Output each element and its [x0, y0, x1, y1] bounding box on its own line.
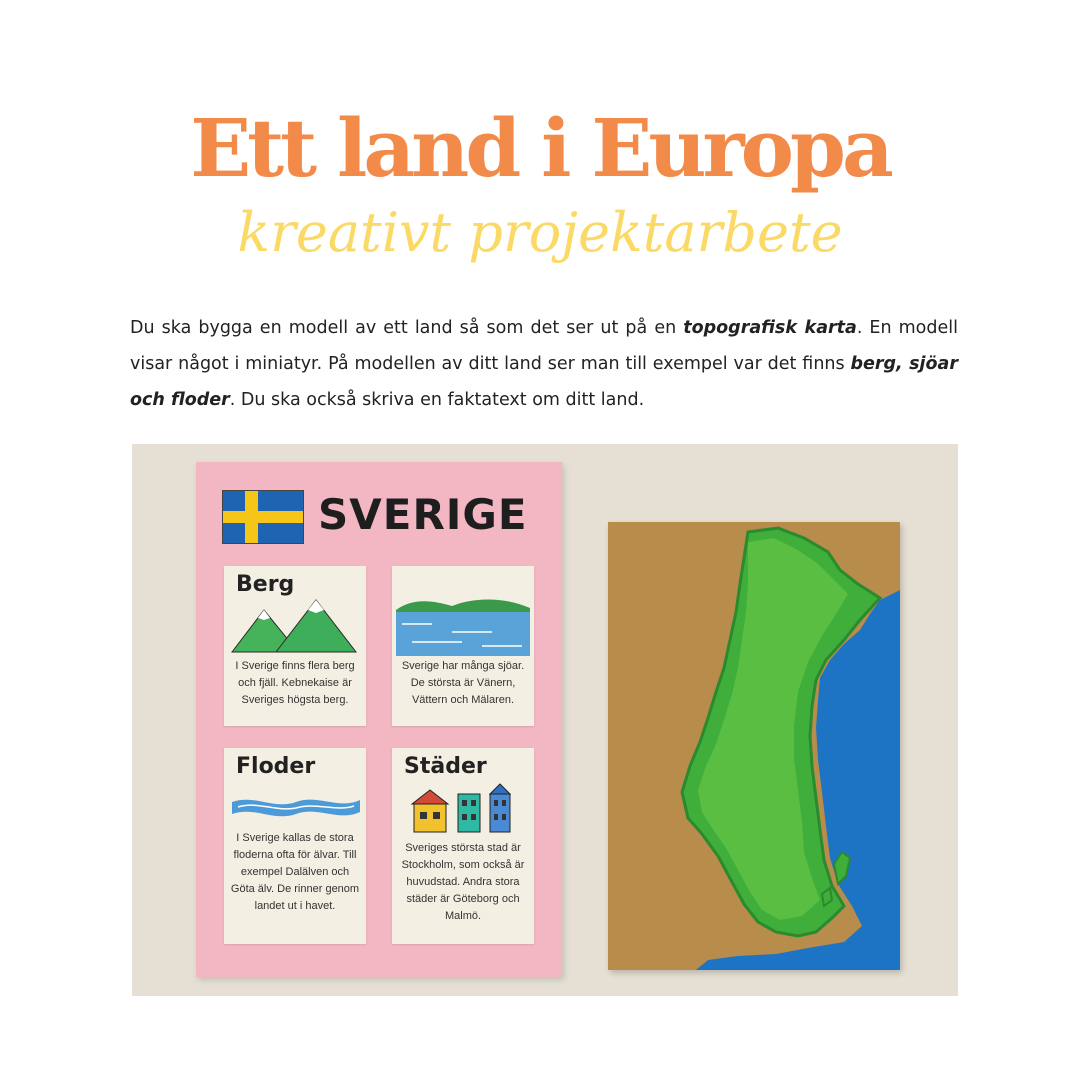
intro-bold-2: berg, sjöar och floder	[130, 354, 958, 410]
fact-poster	[196, 462, 562, 977]
houses-icon	[392, 782, 534, 836]
river-icon	[224, 792, 366, 822]
card-rivers-text: I Sverige kallas de stora floderna ofta för älvar. Till exempel Dalälven och Göta älv. De rinner genom landet ut i havet.	[230, 832, 360, 912]
lake-icon	[392, 588, 534, 658]
card-lakes	[392, 566, 534, 726]
page-title: Ett land i Europa	[190, 101, 890, 195]
swedish-flag-icon	[222, 490, 304, 544]
project-photo	[132, 444, 958, 996]
card-cities-heading: Städer	[404, 754, 487, 779]
card-mountains	[224, 566, 366, 726]
intro-paragraph	[130, 310, 958, 418]
page-subtitle: kreativt projektarbete	[237, 201, 843, 264]
intro-text-1: Du ska bygga en modell av ett land så som det ser ut på en	[130, 318, 684, 338]
card-mountains-heading: Berg	[236, 572, 295, 597]
sweden-map-model	[608, 522, 900, 970]
card-rivers	[224, 748, 366, 944]
mountains-icon	[224, 594, 366, 654]
intro-text-2: . En modell visar något i miniatyr. På modellen av ditt land ser man till exempel var det finns	[130, 318, 958, 374]
card-mountains-text: I Sverige finns flera berg och fjäll. Kebnekaise är Sveriges högsta berg.	[235, 660, 355, 706]
poster-country-title: SVERIGE	[318, 490, 528, 539]
map-model-board	[608, 522, 900, 970]
card-rivers-heading: Floder	[236, 754, 316, 779]
intro-text-3: . Du ska också skriva en faktatext om ditt land.	[229, 390, 645, 410]
intro-bold-1: topografisk karta	[683, 318, 857, 338]
card-cities-text: Sveriges största stad är Stockholm, som också är huvudstad. Andra stora städer är Göteborg och Malmö.	[401, 842, 525, 922]
card-lakes-text: Sverige har många sjöar. De största är Vänern, Vättern och Mälaren.	[401, 660, 525, 706]
card-cities	[392, 748, 534, 944]
